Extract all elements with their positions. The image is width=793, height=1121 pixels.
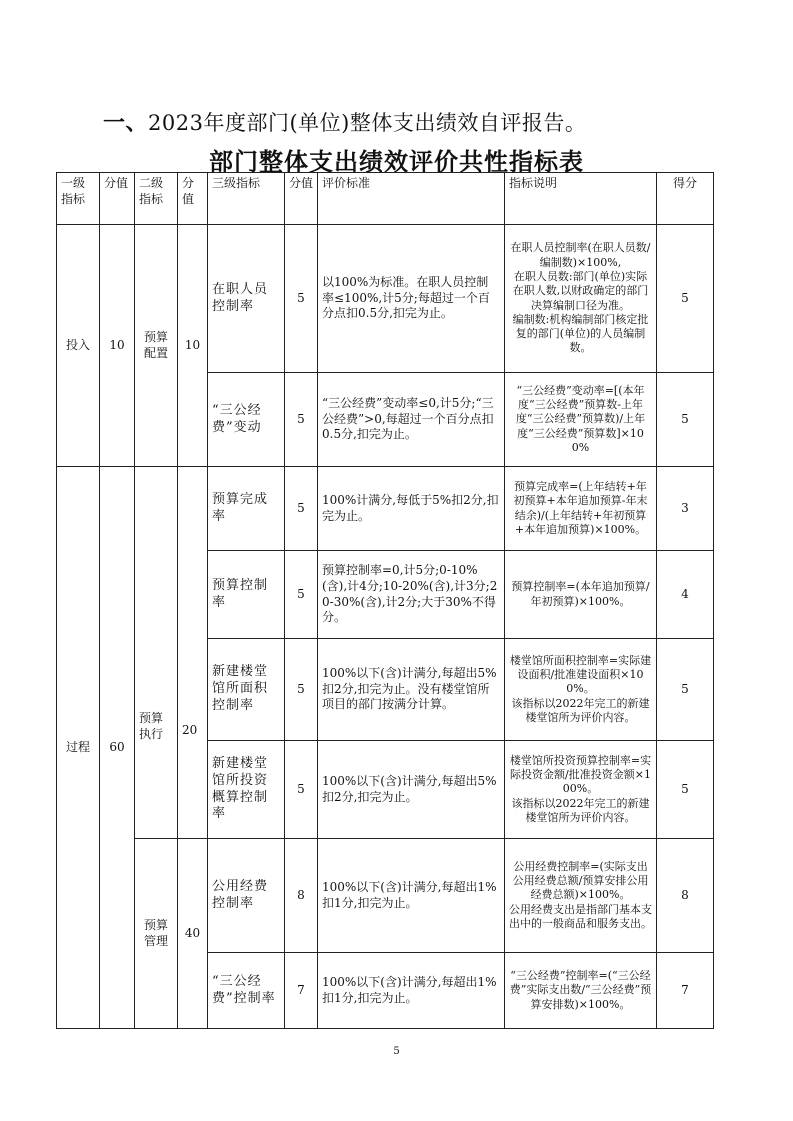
heading-lead: 一、 bbox=[103, 111, 149, 136]
row-indicator: 预算控制率 bbox=[208, 551, 285, 639]
row-explanation bbox=[505, 839, 657, 953]
row-standard: 100%以下(含)计满分,每超出1%扣1分,扣完为止。 bbox=[318, 953, 505, 1029]
explanation-line: 公用经费控制率=(实际支出公用经费总额/预算安排公用经费总额)×100%。 bbox=[512, 859, 649, 902]
row-indicator: 新建楼堂馆所面积控制率 bbox=[208, 639, 285, 741]
row-explanation bbox=[505, 467, 657, 551]
header-score1: 分值 bbox=[100, 173, 135, 225]
explanation-line: 公用经费支出是指部门基本支出中的一般商品和服务支出。 bbox=[509, 902, 652, 930]
indicator-table bbox=[56, 172, 714, 1029]
row-result: 5 bbox=[657, 225, 714, 373]
table-title: 部门整体支出绩效评价共性指标表 bbox=[209, 148, 584, 176]
row-score: 5 bbox=[285, 373, 318, 467]
row-explanation bbox=[505, 741, 657, 839]
subgroup-budget-exec-score: 20 bbox=[178, 467, 208, 839]
row-result: 7 bbox=[657, 953, 714, 1029]
row-score: 5 bbox=[285, 467, 318, 551]
explanation-line: 预算控制率=(本年追加预算/年初预算)×100%。 bbox=[511, 580, 650, 608]
explanation-line: 楼堂馆所面积控制率=实际建设面积/批准建设面积×100%。 bbox=[509, 653, 652, 696]
row-indicator: 公用经费控制率 bbox=[208, 839, 285, 953]
group-process-name: 过程 bbox=[57, 467, 100, 1029]
subgroup-budget-config-name: 预算配置 bbox=[135, 225, 178, 467]
heading-text: 2023年度部门(单位)整体支出绩效自评报告。 bbox=[148, 111, 587, 135]
subgroup-budget-config-score: 10 bbox=[178, 225, 208, 467]
table-header-row bbox=[57, 173, 714, 225]
explanation-line: 在职人员控制率(在职人员数/编制数)×100%, bbox=[510, 241, 651, 269]
header-score2: 分值 bbox=[178, 173, 208, 225]
subgroup-budget-mgmt-score: 40 bbox=[178, 839, 208, 1029]
table-row bbox=[57, 467, 714, 551]
explanation-line: 在职人员数:部门(单位)实际在职人数,以财政确定的部门决算编制口径为准。 bbox=[512, 269, 649, 312]
explanation-line: 该指标以2022年完工的新建楼堂馆所为评价内容。 bbox=[511, 796, 650, 824]
row-standard: 100%以下(含)计满分,每超出5%扣2分,扣完为止。没有楼堂馆所项目的部门按满分计算。 bbox=[318, 639, 505, 741]
row-standard: 预算控制率=0,计5分;0-10%(含),计4分;10-20%(含),计3分;20-30%(含),计2分;大于30%不得分。 bbox=[318, 551, 505, 639]
row-standard: 100%以下(含)计满分,每超出5%扣2分,扣完为止。 bbox=[318, 741, 505, 839]
header-score3: 分值 bbox=[285, 173, 318, 225]
row-indicator: 在职人员控制率 bbox=[208, 225, 285, 373]
row-score: 5 bbox=[285, 741, 318, 839]
row-result: 5 bbox=[657, 741, 714, 839]
row-score: 5 bbox=[285, 639, 318, 741]
row-explanation bbox=[505, 953, 657, 1029]
group-input-score: 10 bbox=[100, 225, 135, 467]
header-level3: 三级指标 bbox=[208, 173, 285, 225]
row-score: 8 bbox=[285, 839, 318, 953]
row-result: 5 bbox=[657, 639, 714, 741]
row-indicator: “三公经费”变动 bbox=[208, 373, 285, 467]
group-input-name: 投入 bbox=[57, 225, 100, 467]
row-score: 5 bbox=[285, 225, 318, 373]
row-indicator: “三公经费”控制率 bbox=[208, 953, 285, 1029]
row-score: 7 bbox=[285, 953, 318, 1029]
row-standard: 100%以下(含)计满分,每超出1%扣1分,扣完为止。 bbox=[318, 839, 505, 953]
group-process-score: 60 bbox=[100, 467, 135, 1029]
row-indicator: 预算完成率 bbox=[208, 467, 285, 551]
page-number: 5 bbox=[393, 1046, 400, 1057]
row-result: 8 bbox=[657, 839, 714, 953]
row-result: 3 bbox=[657, 467, 714, 551]
explanation-line: 预算完成率=(上年结转+年初预算+本年追加预算-年末结余)/(上年结转+年初预算+本年追加预算)×100%。 bbox=[513, 479, 648, 536]
row-result: 5 bbox=[657, 373, 714, 467]
row-explanation bbox=[505, 551, 657, 639]
explanation-line: “三公经费”控制率=(“三公经费”实际支出数/“三公经费”预算安排数)×100%。 bbox=[509, 969, 652, 1011]
table-row bbox=[57, 225, 714, 373]
row-explanation bbox=[505, 639, 657, 741]
row-result: 4 bbox=[657, 551, 714, 639]
explanation-line: 该指标以2022年完工的新建楼堂馆所为评价内容。 bbox=[511, 696, 650, 724]
row-standard: 100%计满分,每低于5%扣2分,扣完为止。 bbox=[318, 467, 505, 551]
row-explanation bbox=[505, 373, 657, 467]
row-standard: “三公经费”变动率≤0,计5分;“三公经费”>0,每超过一个百分点扣0.5分,扣完为止。 bbox=[318, 373, 505, 467]
header-result: 得分 bbox=[657, 173, 714, 225]
explanation-line: “三公经费”变动率=[(本年度“三公经费”预算数-上年度“三公经费”预算数)/上年度“三公经费”预算数]×100% bbox=[515, 383, 646, 454]
header-level2: 二级指标 bbox=[135, 173, 178, 225]
header-standard: 评价标准 bbox=[318, 173, 505, 225]
row-explanation bbox=[505, 225, 657, 373]
subgroup-budget-mgmt-name: 预算管理 bbox=[135, 839, 178, 1029]
header-explanation: 指标说明 bbox=[505, 173, 657, 225]
table-row bbox=[57, 839, 714, 953]
report-heading bbox=[103, 106, 586, 137]
explanation-line: 编制数:机构编制部门核定批复的部门(单位)的人员编制数。 bbox=[512, 312, 649, 355]
row-score: 5 bbox=[285, 551, 318, 639]
header-level1: 一级指标 bbox=[57, 173, 100, 225]
row-standard: 以100%为标准。在职人员控制率≤100%,计5分;每超过一个百分点扣0.5分,扣完为止。 bbox=[318, 225, 505, 373]
explanation-line: 楼堂馆所投资预算控制率=实际投资金额/批准投资金额×100%。 bbox=[509, 753, 652, 796]
subgroup-budget-exec-name: 预算执行 bbox=[135, 467, 178, 839]
row-indicator: 新建楼堂馆所投资概算控制率 bbox=[208, 741, 285, 839]
